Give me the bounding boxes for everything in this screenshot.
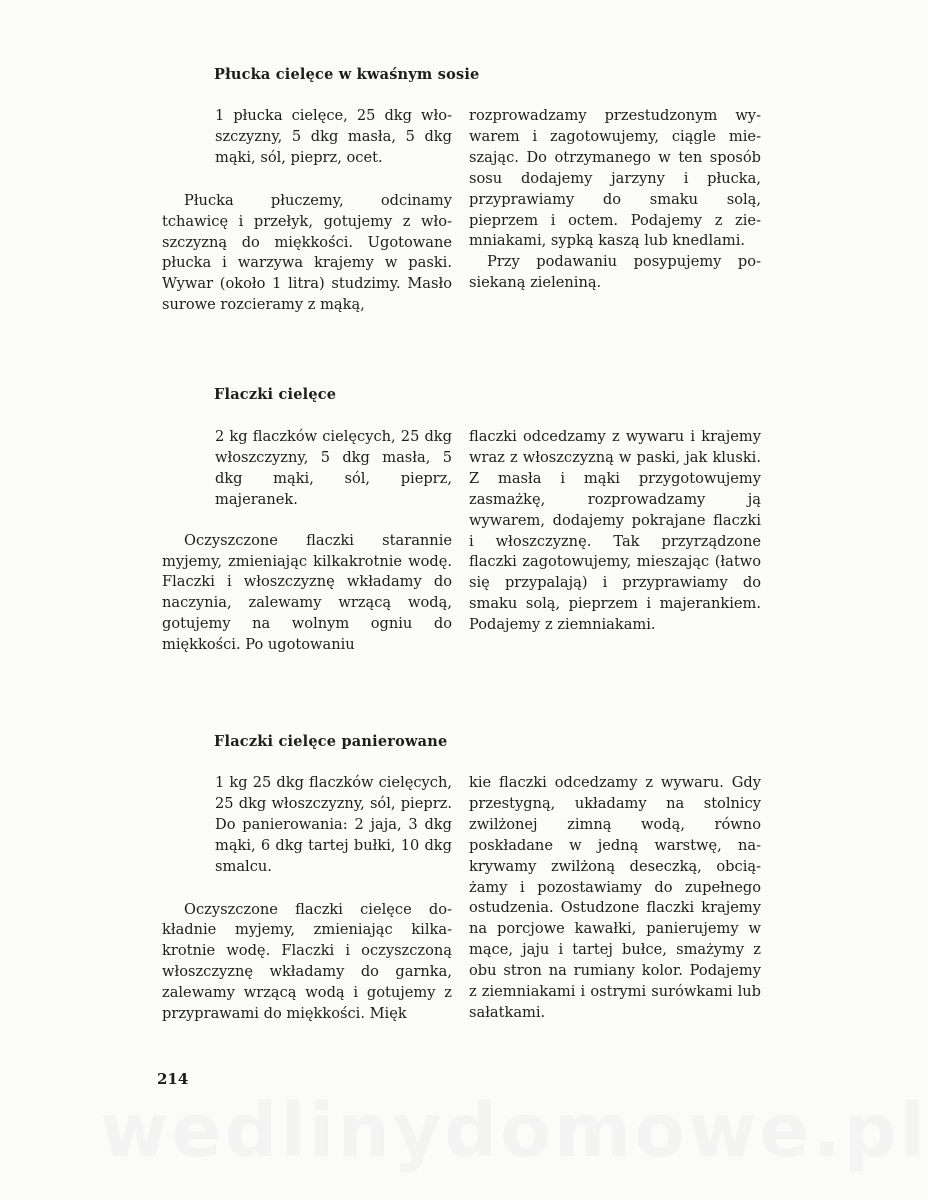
recipe-left-column: [162, 106, 452, 316]
recipe-title: Flaczki cielęce: [214, 386, 337, 403]
recipe-right-column: [469, 106, 761, 294]
serving-note: Przy podawaniu posypujemy posiekaną zieleniną.: [469, 253, 761, 292]
ingredients-list: 1 kg 25 dkg flaczków cielęcych, 25 dkg włoszczyzny, sól, pieprz. Do panierowania: 2 jaja, 3 dkg mąki, 6 dkg tartej bułki, 10 dkg smalcu.: [215, 774, 452, 875]
method-text: Płucka płuczemy, odcinamy tchawicę i przełyk, gotujemy z włoszczyzną do miękkości. Ugotowane płucka i warzywa krajemy w paski. Wywar (około 1 litra) studzimy. Masło surowe rozcieramy z mąką,: [162, 191, 452, 314]
method-text-continued: flaczki odcedzamy z wywaru i krajemy wraz z włoszczyzną w paski, jak kluski. Z masła i mąki przygotowujemy zasmażkę, rozprowadzamy ją wywarem, dodajemy pokrajane flaczki i włoszczyznę. Tak przyrządzone flaczki zagotowujemy, mieszając (łatwo się przypalają) i przyprawiamy do smaku solą, pieprzem i majerankiem. Podajemy z ziemniakami.: [469, 428, 761, 634]
method-text: Oczyszczone flaczki starannie myjemy, zmieniając kilkakrotnie wodę. Flaczki i włoszczyznę wkładamy do naczynia, zalewamy wrzącą wodą, gotujemy na wolnym ogniu do miękkości. Po ugotowaniu: [162, 531, 452, 654]
recipe-left-column: [162, 427, 452, 656]
watermark: wedlinydomowe.pl: [100, 1088, 928, 1174]
recipe-right-column: [469, 773, 761, 1024]
recipe-title: Płucka cielęce w kwaśnym sosie: [214, 66, 480, 83]
ingredients-list: 2 kg flaczków cielęcych, 25 dkg włoszczyzny, 5 dkg masła, 5 dkg mąki, sól, pieprz, majeranek.: [215, 428, 452, 508]
recipe-left-column: [162, 773, 452, 1025]
method-text: Oczyszczone flaczki cielęce dokładnie myjemy, zmieniając kilkakrotnie wodę. Flaczki i oczyszczoną włoszczyznę wkładamy do garnka, zalewamy wrzącą wodą i gotujemy z przyprawami do miękkości. Mięk: [162, 900, 452, 1023]
recipe-right-column: [469, 427, 761, 636]
ingredients-list: 1 płucka cielęce, 25 dkg włoszczyzny, 5 dkg masła, 5 dkg mąki, sól, pieprz, ocet.: [215, 107, 452, 166]
page-number: 214: [157, 1070, 189, 1088]
method-text-continued: kie flaczki odcedzamy z wywaru. Gdy przestygną, układamy na stolnicy zwilżonej zimną wodą, równo poskładane w jedną warstwę, nakrywamy zwilżoną deseczką, obciążamy i pozostawiamy do zupełnego ostudzenia. Ostudzone flaczki krajemy na porcjowe kawałki, panierujemy w mące, jaju i tartej bułce, smażymy z obu stron na rumiany kolor. Podajemy z ziemniakami i ostrymi surówkami lub sałatkami.: [469, 774, 761, 1021]
recipe-title: Flaczki cielęce panierowane: [214, 733, 448, 750]
method-text-continued: rozprowadzamy przestudzonym wywarem i zagotowujemy, ciągle mieszając. Do otrzymanego w ten sposób sosu dodajemy jarzyny i płucka, przyprawiamy do smaku solą, pieprzem i octem. Podajemy z ziemniakami, sypką kaszą lub knedlami.: [469, 107, 761, 250]
